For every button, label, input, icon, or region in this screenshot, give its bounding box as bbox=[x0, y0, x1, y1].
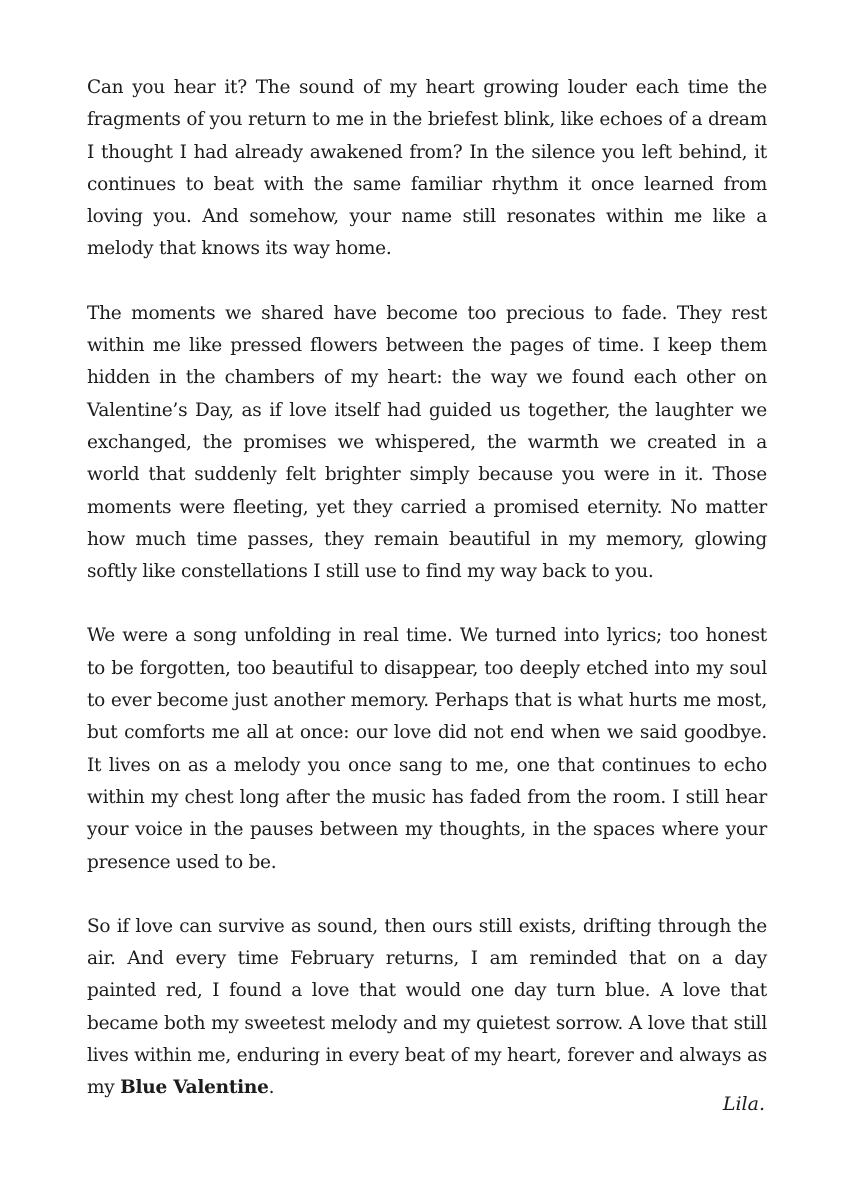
paragraph-4-text-before: So if love can survive as sound, then ours still exists, drifting through the air. And every time February returns, I am reminded that on a day painted red, I found a love that would one day turn blue. A love that became both my sweetest melody and my quietest sorrow. A love that still lives within me, enduring in every beat of my heart, forever and always as my bbox=[87, 915, 767, 1099]
letter-body bbox=[87, 72, 767, 1137]
letter-paragraph-1: Can you hear it? The sound of my heart growing louder each time the fragments of you return to me in the briefest blink, like echoes of a dream I thought I had already awakened from? In the silence you left behind, it continues to beat with the same familiar rhythm it once learned from loving you. And somehow, your name still resonates within me like a melody that knows its way home. bbox=[87, 77, 767, 260]
letter-paragraph-3: We were a song unfolding in real time. We turned into lyrics; too honest to be forgotten, too beautiful to disappear, too deeply etched into my soul to ever become just another memory. Perhaps that is what hurts me most, but comforts me all at once: our love did not end when we said goodbye. It lives on as a melody you once sang to me, one that continues to echo within my chest long after the music has faded from the room. I still hear your voice in the pauses between my thoughts, in the spaces where your presence used to be. bbox=[87, 625, 767, 873]
paragraph-4-text-after: . bbox=[268, 1077, 275, 1099]
letter-paragraph-4 bbox=[87, 911, 767, 1105]
letter-paragraph-2: The moments we shared have become too precious to fade. They rest within me like pressed flowers between the pages of time. I keep them hidden in the chambers of my heart: the way we found each other on Valentine’s Day, as if love itself had guided us together, the laughter we exchanged, the promises we whispered, the warmth we created in a world that suddenly felt brighter simply because you were in it. Those moments were fleeting, yet they carried a promised eternity. No matter how much time passes, they remain beautiful in my memory, glowing softly like constellations I still use to find my way back to you. bbox=[87, 302, 767, 583]
signature: Lila. bbox=[722, 1093, 765, 1115]
blue-valentine-emphasis: Blue Valentine bbox=[120, 1077, 269, 1099]
